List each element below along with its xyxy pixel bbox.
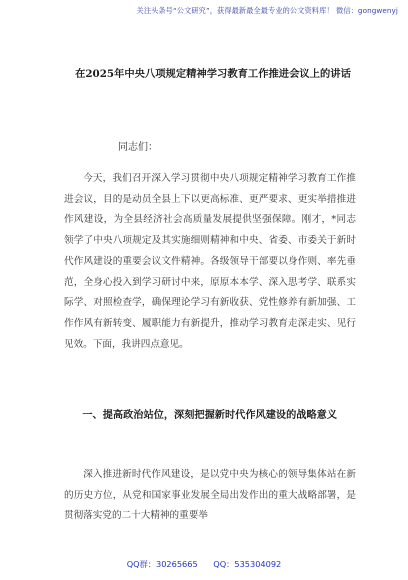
document-title: 在2025年中央八项规定精神学习教育工作推进会议上的讲话 xyxy=(75,68,351,80)
promo-banner: 关注头条号“公文研究”，获得最新最全最专业的公文资料库！ 微信：gongwenyj xyxy=(136,6,398,15)
section-heading: 一、提高政治站位，深刻把握新时代作风建设的战略意义 xyxy=(82,409,338,421)
contact-footer: QQ群：30265665 QQ：535304092 xyxy=(126,559,282,569)
salutation: 同志们： xyxy=(118,142,158,153)
body-paragraph: 深入推进新时代作风建设，是以党中央为核心的领导集体站在新的历史方位，从党和国家事业发展全局出发作出的重大战略部署，是贯彻落实党的二十大精神的重要举 xyxy=(64,469,356,522)
body-paragraph: 今天，我们召开深入学习贯彻中央八项规定精神学习教育工作推进会议，目的是动员全县上下以更高标准、更严要求、更实举措推进作风建设，为全县经济社会高质量发展提供坚强保障。刚才，*同志领学了中央八项规定及其实施细则精神和中央、省委、市委关于新时代作风建设的重要会议文件精神。各级领导干部要以身作则、率先垂范，全身心投入到学习研讨中来，原原本本学、深入思考学、联系实际学、对照检查学，确保理论学习有新收获、党性修养有新加强、工作作风有新转变、履职能力有新提升，推动学习教育走深走实、见行见效。下面，我讲四点意见。 xyxy=(64,173,356,350)
